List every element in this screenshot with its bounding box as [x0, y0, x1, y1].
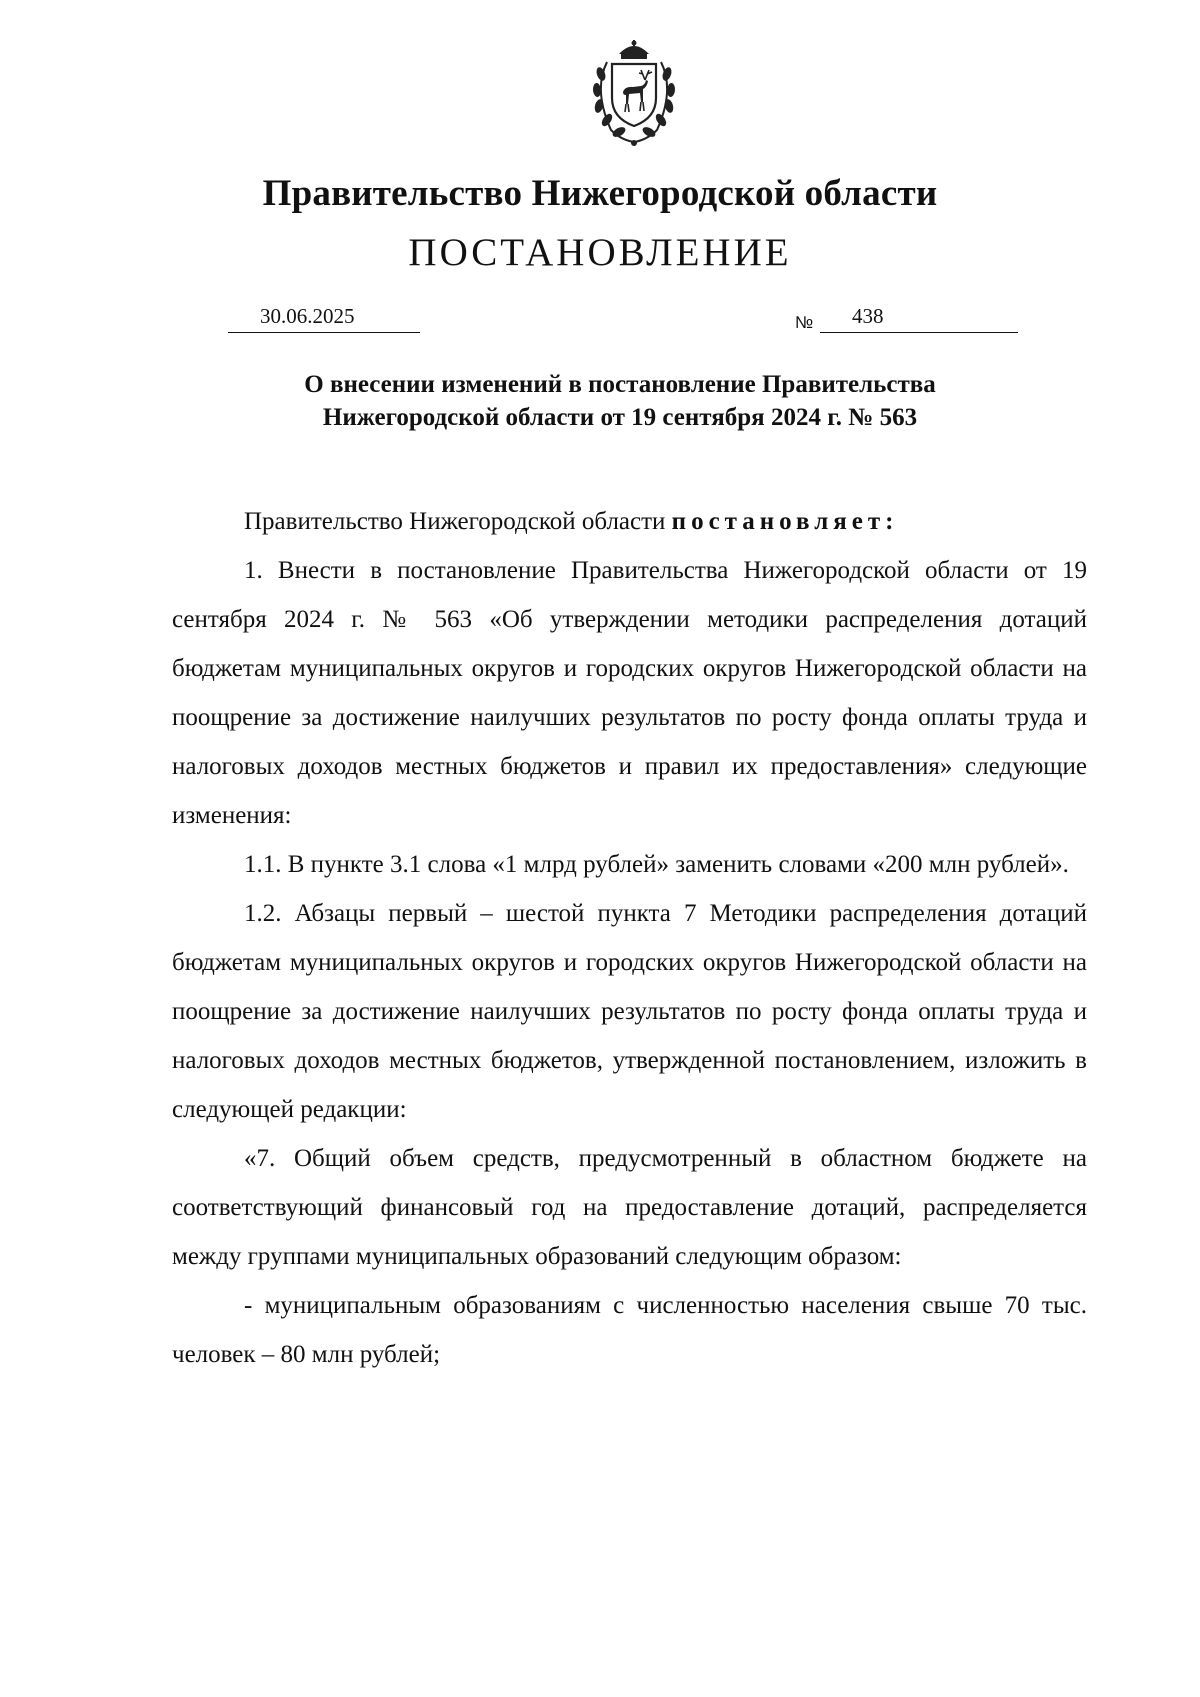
- document-number: 438: [820, 303, 1018, 333]
- preamble-prefix: Правительство Нижегородской области: [244, 508, 672, 535]
- document-body: [172, 497, 1087, 1379]
- organization-title: Правительство Нижегородской области: [262, 173, 938, 214]
- document-type: ПОСТАНОВЛЕНИЕ: [408, 231, 792, 274]
- subject-line-2: Нижегородской области от 19 сентября 2024 г. № 563: [322, 404, 918, 431]
- coat-of-arms-emblem: [579, 40, 689, 150]
- preamble-resolves: постановляет:: [671, 508, 899, 535]
- preamble: [172, 497, 1087, 546]
- document-date: 30.06.2025: [228, 303, 420, 333]
- paragraph-1: 1. Внести в постановление Правительства Нижегородской области от 19 сентября 2024 г. № 563 «Об утверждении методики распределения дотаций бюджетам муниципальных округов и городских округов Нижегородской области на поощрение за достижение наилучших результатов по росту фонда оплаты труда и налоговых доходов местных бюджетов и правил их предоставления» следующие изменения:: [172, 557, 1087, 829]
- paragraph-1-1: 1.1. В пункте 3.1 слова «1 млрд рублей» заменить словами «200 млн рублей».: [244, 851, 1069, 878]
- paragraph-1-2: 1.2. Абзацы первый – шестой пункта 7 Методики распределения дотаций бюджетам муниципальных округов и городских округов Нижегородской области на поощрение за достижение наилучших результатов по росту фонда оплаты труда и налоговых доходов местных бюджетов, утвержденной постановлением, изложить в следующей редакции:: [172, 900, 1087, 1123]
- number-sign: №: [795, 313, 814, 332]
- paragraph-item-1: - муниципальным образованиям с численностью населения свыше 70 тыс. человек – 80 млн рублей;: [172, 1292, 1087, 1368]
- subject-line-1: О внесении изменений в постановление Правительства: [304, 371, 936, 398]
- paragraph-7: «7. Общий объем средств, предусмотренный в областном бюджете на соответствующий финансовый год на предоставление дотаций, распределяется между группами муниципальных образований следующим образом:: [172, 1145, 1087, 1270]
- document-subject: [170, 368, 1070, 434]
